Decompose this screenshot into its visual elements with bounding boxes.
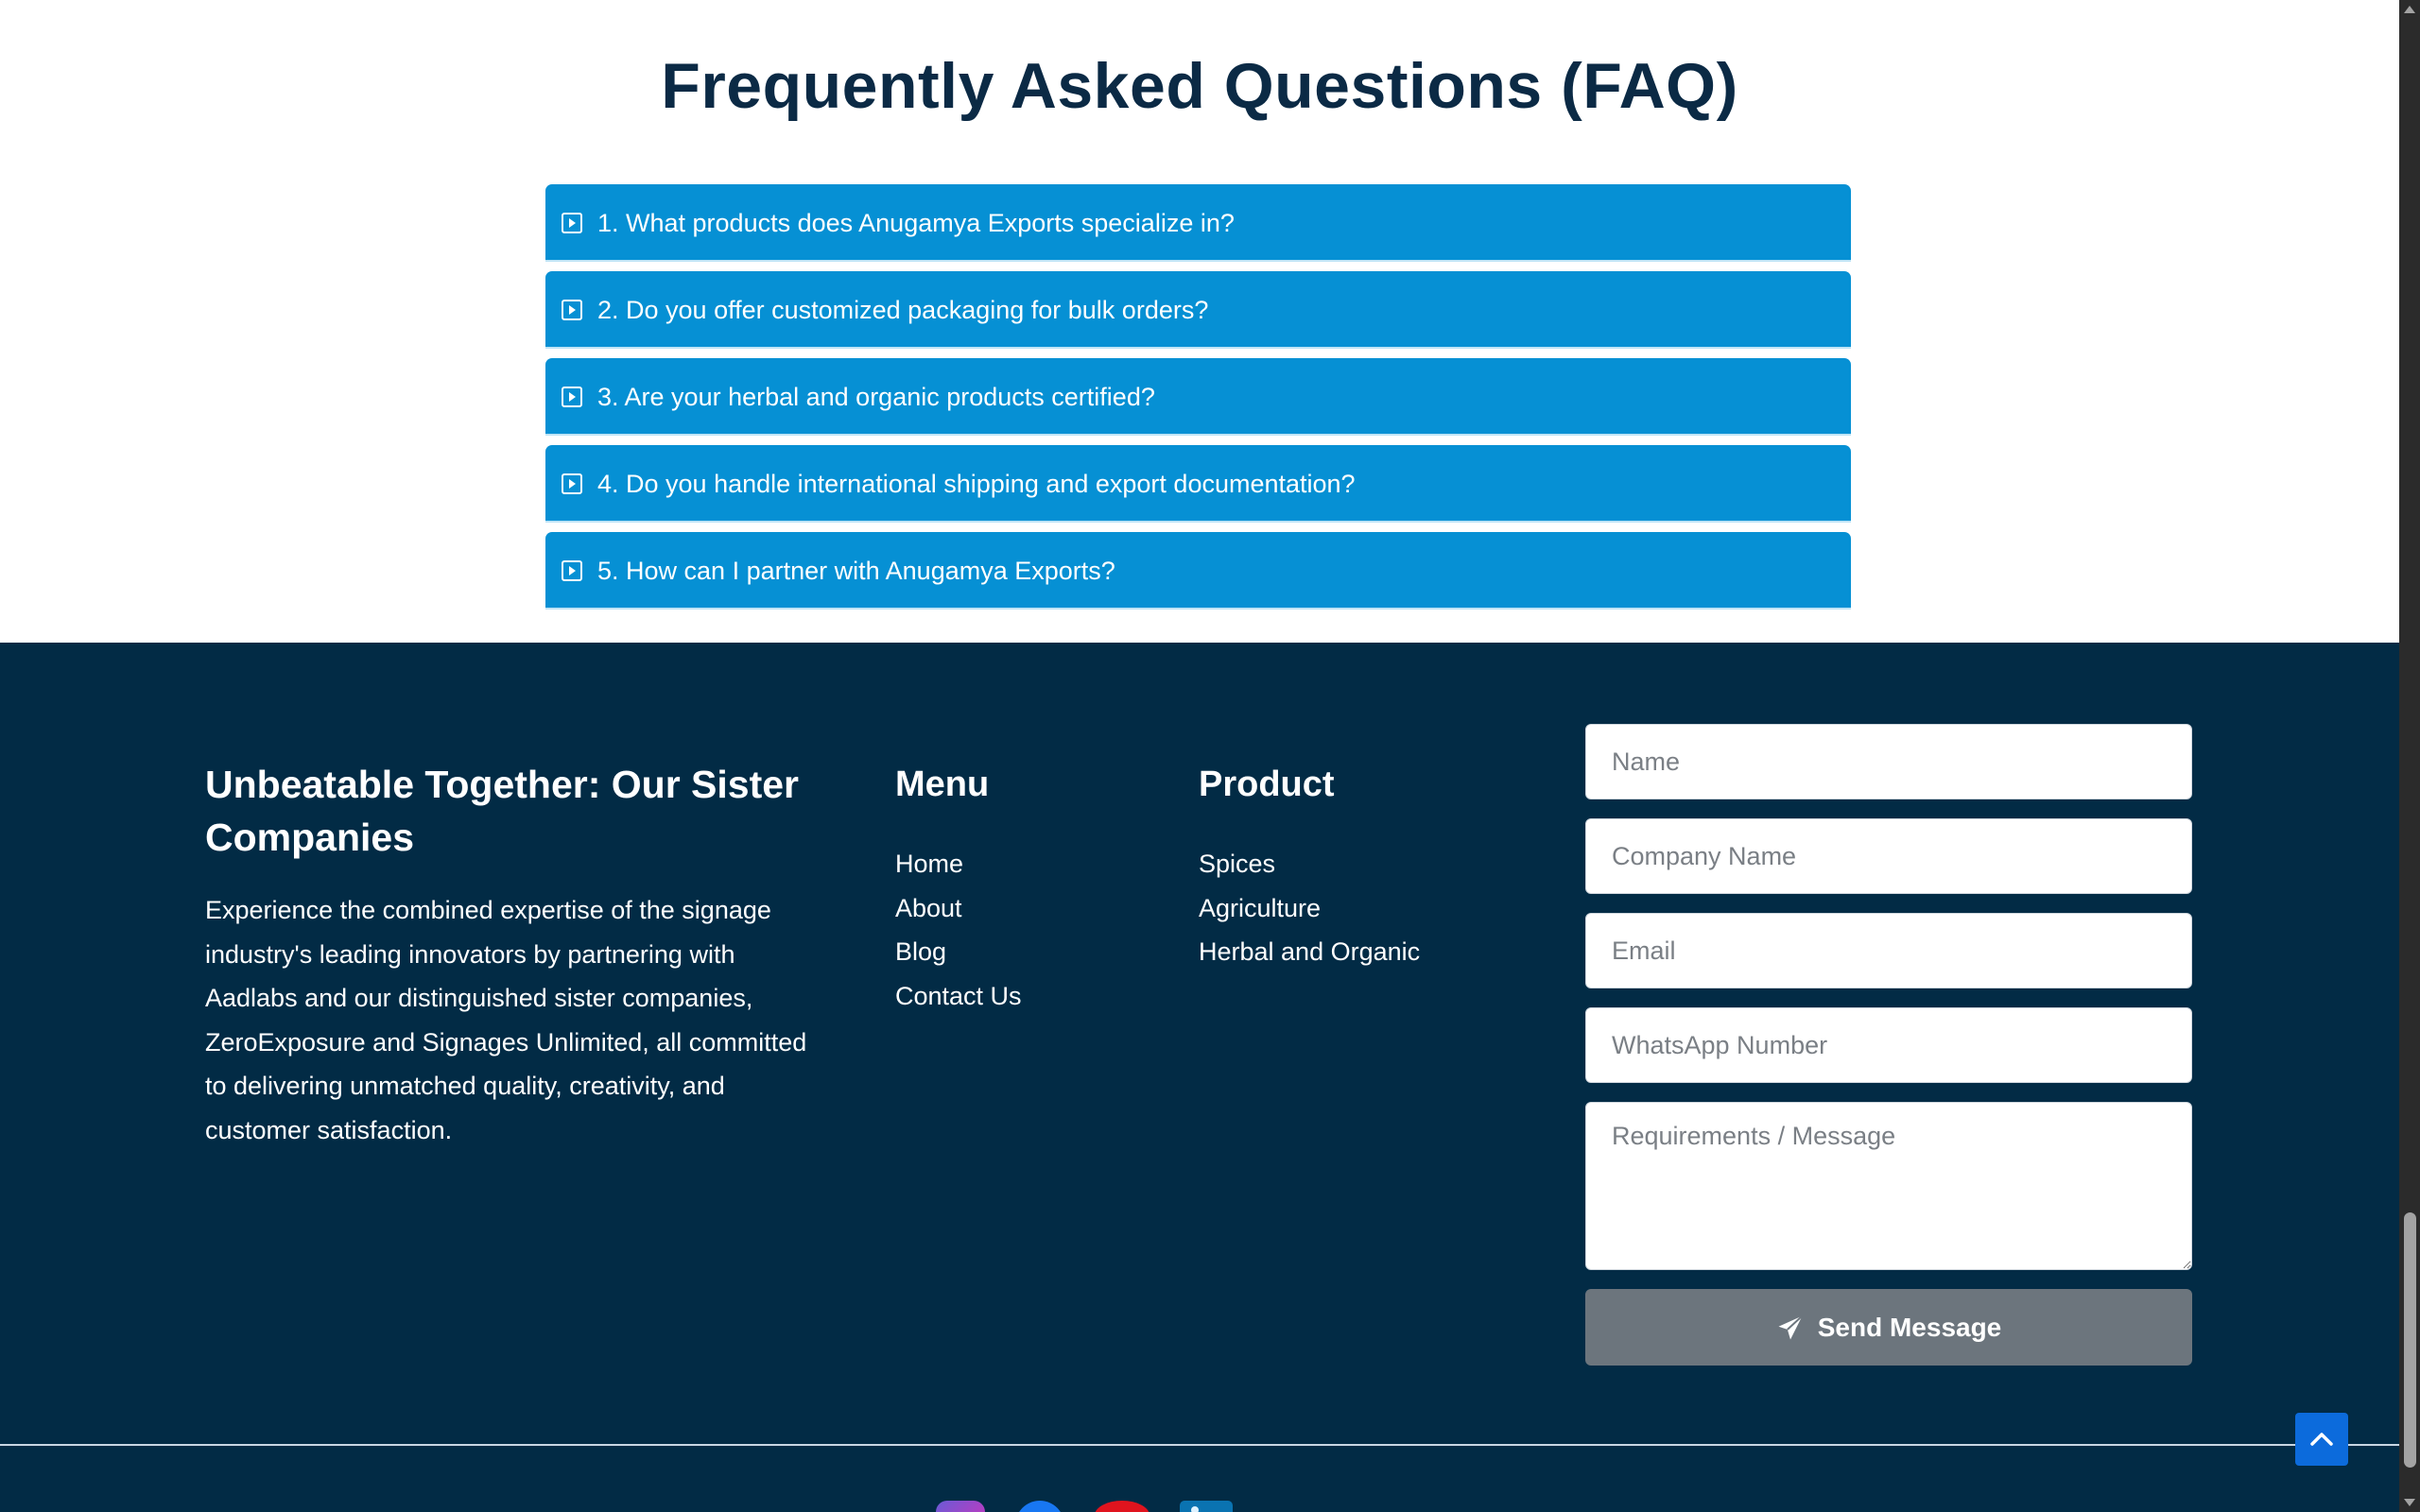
menu-column <box>895 761 1022 1018</box>
about-column <box>205 758 820 1152</box>
whatsapp-number-input[interactable] <box>1585 1007 2192 1083</box>
menu-link-blog[interactable]: Blog <box>895 937 947 966</box>
scrollbar-thumb[interactable] <box>2404 1212 2416 1468</box>
faq-item-4[interactable] <box>545 445 1851 523</box>
scroll-up-arrow-icon[interactable] <box>2404 6 2415 13</box>
caret-square-right-icon <box>562 300 582 320</box>
faq-item-2[interactable] <box>545 271 1851 349</box>
faq-question: 5. How can I partner with Anugamya Exports? <box>597 556 1115 585</box>
company-name-input[interactable] <box>1585 818 2192 894</box>
menu-link-home[interactable]: Home <box>895 850 964 878</box>
name-input[interactable] <box>1585 724 2192 799</box>
chevron-up-icon <box>2309 1431 2334 1448</box>
send-message-button[interactable] <box>1585 1289 2192 1366</box>
faq-list <box>545 184 1851 619</box>
caret-square-right-icon <box>562 473 582 494</box>
message-textarea[interactable] <box>1585 1102 2192 1270</box>
faq-question: 3. Are your herbal and organic products certified? <box>597 382 1155 411</box>
email-input[interactable] <box>1585 913 2192 988</box>
faq-section <box>0 0 2399 643</box>
about-text: Experience the combined expertise of the signage industry's leading innovators by partnering with Aadlabs and our distinguished sister companies, ZeroExposure and Signages Unlimited, all committed to delivering unmatched quality, creativity, and customer satisfaction. <box>205 896 807 1144</box>
scroll-down-arrow-icon[interactable] <box>2404 1499 2415 1506</box>
contact-form <box>1585 724 2192 1366</box>
send-message-label: Send Message <box>1817 1312 2002 1342</box>
menu-title: Menu <box>895 765 990 804</box>
linkedin-icon[interactable] <box>1180 1501 1233 1512</box>
faq-item-3[interactable] <box>545 358 1851 436</box>
social-links <box>936 1501 1233 1512</box>
caret-square-right-icon <box>562 213 582 233</box>
menu-link-about[interactable]: About <box>895 893 962 922</box>
product-link-herbal-organic[interactable]: Herbal and Organic <box>1199 937 1421 966</box>
caret-square-right-icon <box>562 387 582 407</box>
product-title: Product <box>1199 765 1335 804</box>
youtube-icon[interactable] <box>1095 1501 1150 1512</box>
about-title: Unbeatable Together: Our Sister Companies <box>205 763 800 859</box>
faq-question: 2. Do you offer customized packaging for bulk orders? <box>597 295 1209 324</box>
footer-divider <box>0 1444 2399 1446</box>
footer <box>0 643 2399 1512</box>
faq-question: 1. What products does Anugamya Exports specialize in? <box>597 208 1235 237</box>
product-link-agriculture[interactable]: Agriculture <box>1199 893 1322 922</box>
faq-title: Frequently Asked Questions (FAQ) <box>661 50 1738 122</box>
instagram-icon[interactable] <box>936 1501 985 1512</box>
product-column <box>1199 761 1420 974</box>
vertical-scrollbar[interactable] <box>2399 0 2420 1512</box>
paper-plane-icon <box>1776 1314 1805 1342</box>
facebook-icon[interactable] <box>1015 1501 1064 1512</box>
back-to-top-button[interactable] <box>2295 1413 2348 1466</box>
faq-item-1[interactable] <box>545 184 1851 262</box>
caret-square-right-icon <box>562 560 582 581</box>
faq-question: 4. Do you handle international shipping and export documentation? <box>597 469 1356 498</box>
product-link-spices[interactable]: Spices <box>1199 850 1276 878</box>
faq-item-5[interactable] <box>545 532 1851 610</box>
menu-link-contact[interactable]: Contact Us <box>895 981 1022 1010</box>
